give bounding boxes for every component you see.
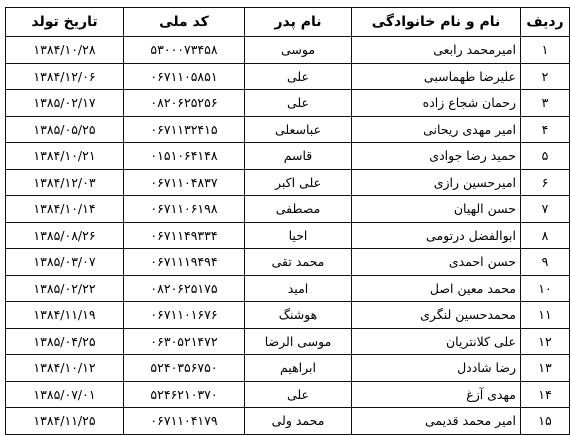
cell-national-code: ۰۶۳۰۵۲۱۴۷۲ xyxy=(124,328,245,355)
table-row xyxy=(6,143,570,170)
cell-birth-date: ۱۳۸۴/۱۲/۰۶ xyxy=(6,63,124,90)
cell-national-code: ۰۶۷۱۱۱۹۴۹۴ xyxy=(124,249,245,276)
cell-index: ۳ xyxy=(521,90,570,117)
table-row xyxy=(6,196,570,223)
cell-birth-date: ۱۳۸۵/۰۲/۲۲ xyxy=(6,275,124,302)
cell-birth-date: ۱۳۸۵/۰۸/۲۶ xyxy=(6,222,124,249)
cell-national-code: ۰۶۷۱۱۳۲۴۱۵ xyxy=(124,116,245,143)
cell-index: ۹ xyxy=(521,249,570,276)
cell-birth-date: ۱۳۸۴/۱۲/۰۳ xyxy=(6,169,124,196)
cell-birth-date: ۱۳۸۴/۱۱/۱۹ xyxy=(6,302,124,329)
cell-birth-date: ۱۳۸۵/۰۵/۲۵ xyxy=(6,116,124,143)
cell-national-code: ۵۳۰۰۰۷۳۴۵۸ xyxy=(124,37,245,64)
cell-name: امیرمحمد رابعی xyxy=(352,37,521,64)
table-row xyxy=(6,328,570,355)
cell-name: امیر مهدی ریحانی xyxy=(352,116,521,143)
cell-father-name: علی xyxy=(245,63,352,90)
cell-national-code: ۰۸۲۰۶۲۵۱۷۵ xyxy=(124,275,245,302)
cell-name: حسن احمدی xyxy=(352,249,521,276)
table-row xyxy=(6,381,570,408)
cell-father-name: مصطفی xyxy=(245,196,352,223)
table-row xyxy=(6,275,570,302)
table-row xyxy=(6,116,570,143)
cell-name: رحمان شجاع زاده xyxy=(352,90,521,117)
cell-name: ابوالفضل درتومی xyxy=(352,222,521,249)
cell-father-name: قاسم xyxy=(245,143,352,170)
cell-father-name: موسی الرضا xyxy=(245,328,352,355)
table-row xyxy=(6,222,570,249)
cell-national-code: ۰۶۷۱۱۰۶۱۹۸ xyxy=(124,196,245,223)
cell-birth-date: ۱۳۸۵/۰۴/۲۵ xyxy=(6,328,124,355)
cell-name: علی کلانتریان xyxy=(352,328,521,355)
cell-father-name: محمد ولی xyxy=(245,408,352,435)
cell-index: ۵ xyxy=(521,143,570,170)
cell-national-code: ۰۶۷۱۱۴۹۳۳۴ xyxy=(124,222,245,249)
cell-national-code: ۰۶۷۱۱۰۵۸۵۱ xyxy=(124,63,245,90)
cell-index: ۱۴ xyxy=(521,381,570,408)
table-row xyxy=(6,408,570,435)
student-table xyxy=(5,7,570,435)
cell-index: ۱۵ xyxy=(521,408,570,435)
cell-index: ۴ xyxy=(521,116,570,143)
cell-index: ۲ xyxy=(521,63,570,90)
cell-national-code: ۰۱۵۱۰۶۴۱۴۸ xyxy=(124,143,245,170)
cell-national-code: ۰۶۷۱۱۰۴۸۳۷ xyxy=(124,169,245,196)
cell-national-code: ۵۲۴۰۳۵۶۷۵۰ xyxy=(124,355,245,382)
cell-father-name: عباسعلی xyxy=(245,116,352,143)
cell-birth-date: ۱۳۸۴/۱۰/۱۴ xyxy=(6,196,124,223)
cell-father-name: علی اکبر xyxy=(245,169,352,196)
header-national-code: کد ملی xyxy=(124,8,245,37)
cell-index: ۶ xyxy=(521,169,570,196)
cell-name: امیر محمد قدیمی xyxy=(352,408,521,435)
cell-national-code: ۰۶۷۱۱۰۱۶۷۶ xyxy=(124,302,245,329)
cell-national-code: ۰۸۲۰۶۲۵۲۵۶ xyxy=(124,90,245,117)
table-row xyxy=(6,302,570,329)
header-index: ردیف xyxy=(521,8,570,37)
cell-index: ۱۲ xyxy=(521,328,570,355)
cell-name: محمد معین اصل xyxy=(352,275,521,302)
cell-father-name: احیا xyxy=(245,222,352,249)
cell-birth-date: ۱۳۸۴/۱۱/۲۵ xyxy=(6,408,124,435)
cell-father-name: علی xyxy=(245,90,352,117)
cell-father-name: ابراهیم xyxy=(245,355,352,382)
cell-name: امیرحسین رازی xyxy=(352,169,521,196)
cell-father-name: محمد تقی xyxy=(245,249,352,276)
student-list-sheet xyxy=(5,7,564,431)
cell-index: ۱۳ xyxy=(521,355,570,382)
cell-birth-date: ۱۳۸۴/۱۰/۱۲ xyxy=(6,355,124,382)
cell-father-name: موسی xyxy=(245,37,352,64)
cell-name: علیرضا طهماسبی xyxy=(352,63,521,90)
cell-father-name: علی xyxy=(245,381,352,408)
cell-national-code: ۰۶۷۱۱۰۴۱۷۹ xyxy=(124,408,245,435)
cell-name: حسن الهیان xyxy=(352,196,521,223)
table-row xyxy=(6,355,570,382)
cell-father-name: هوشنگ xyxy=(245,302,352,329)
cell-name: محمدحسین لنگری xyxy=(352,302,521,329)
table-header-row xyxy=(6,8,570,37)
cell-index: ۱۰ xyxy=(521,275,570,302)
cell-index: ۷ xyxy=(521,196,570,223)
cell-father-name: امید xyxy=(245,275,352,302)
cell-name: مهدی آزغ xyxy=(352,381,521,408)
table-row xyxy=(6,249,570,276)
table-row xyxy=(6,169,570,196)
cell-birth-date: ۱۳۸۴/۱۰/۲۸ xyxy=(6,37,124,64)
header-name: نام و نام خانوادگی xyxy=(352,8,521,37)
cell-index: ۱۱ xyxy=(521,302,570,329)
cell-birth-date: ۱۳۸۵/۰۳/۰۷ xyxy=(6,249,124,276)
cell-name: حمید رضا جوادی xyxy=(352,143,521,170)
cell-birth-date: ۱۳۸۴/۱۰/۲۱ xyxy=(6,143,124,170)
cell-national-code: ۵۲۴۶۲۱۰۳۷۰ xyxy=(124,381,245,408)
table-row xyxy=(6,63,570,90)
cell-name: رضا شاددل xyxy=(352,355,521,382)
cell-birth-date: ۱۳۸۵/۰۷/۰۱ xyxy=(6,381,124,408)
cell-birth-date: ۱۳۸۵/۰۲/۱۷ xyxy=(6,90,124,117)
table-row xyxy=(6,37,570,64)
cell-index: ۱ xyxy=(521,37,570,64)
cell-index: ۸ xyxy=(521,222,570,249)
table-body xyxy=(6,37,570,435)
header-birth-date: تاریخ تولد xyxy=(6,8,124,37)
header-father-name: نام پدر xyxy=(245,8,352,37)
table-row xyxy=(6,90,570,117)
